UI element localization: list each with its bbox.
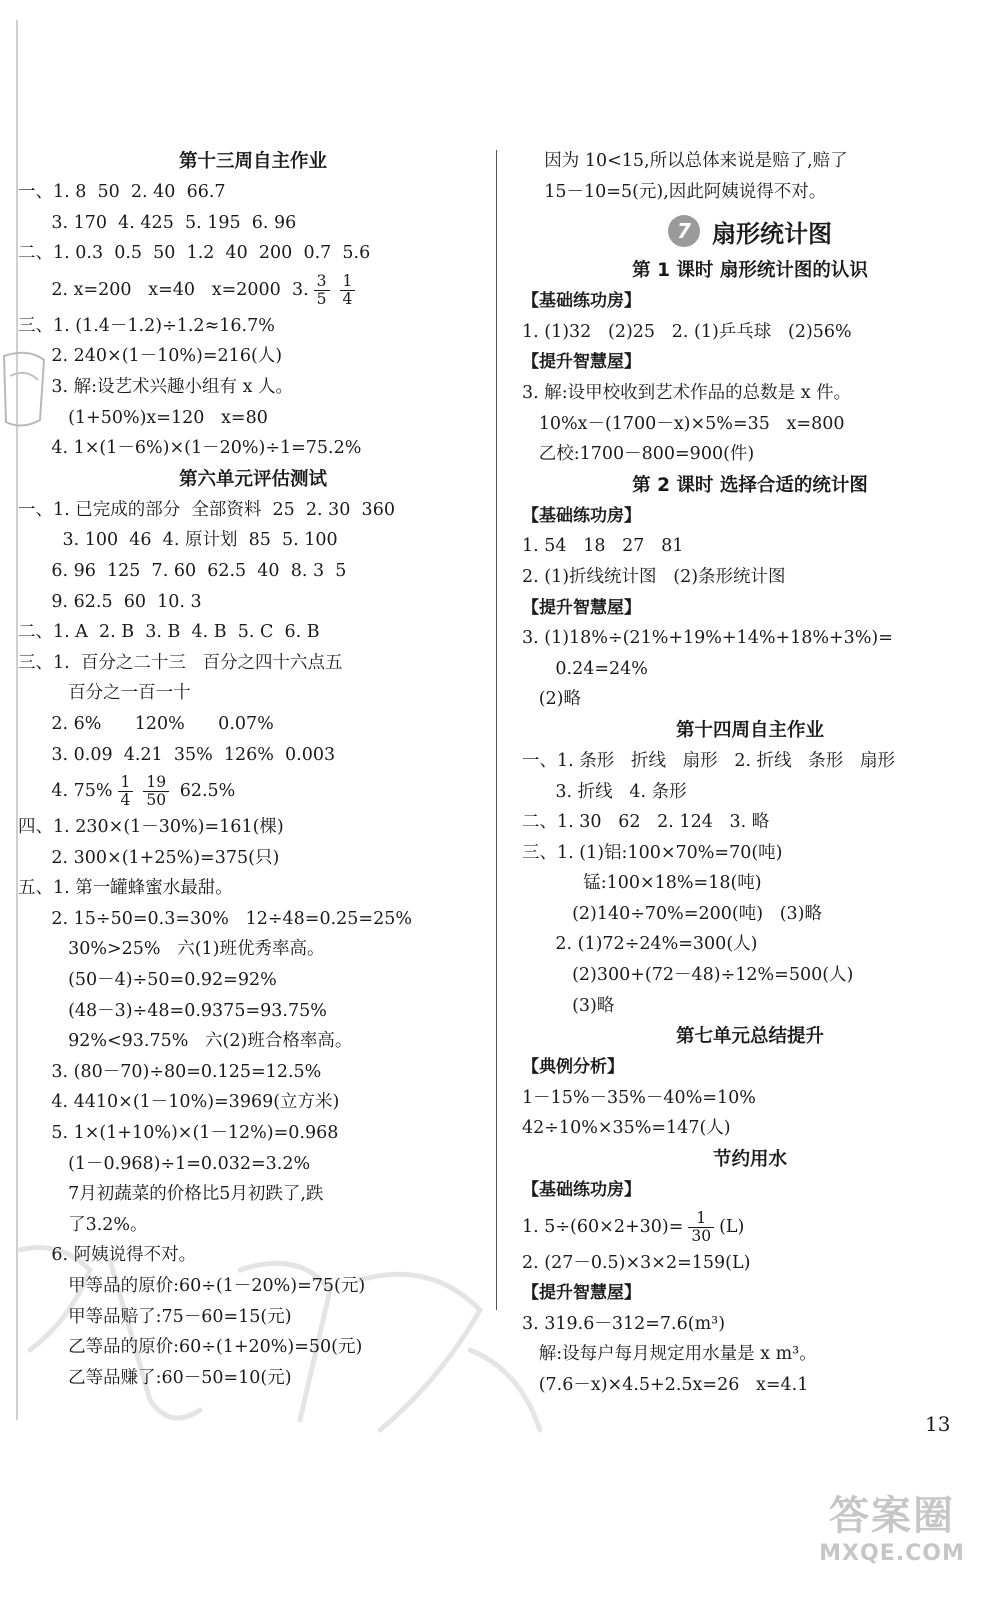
subsection-label: 【提升智慧屋】 — [522, 352, 641, 373]
answer-text: 1. 5÷(60×2+30)= — [522, 1216, 684, 1237]
answer-line: (48－3)÷48=0.9375=93.75% — [18, 1000, 327, 1021]
fraction-numerator: 1 — [340, 273, 356, 291]
answer-line: 3. 折线 4. 条形 — [522, 781, 687, 802]
answer-line: 乙校:1700－800=900(件) — [522, 444, 755, 465]
answer-line: 5. 1×(1+10%)×(1－12%)=0.968 — [18, 1123, 339, 1144]
answer-line: 3. 0.09 4.21 35% 126% 0.003 — [18, 744, 336, 765]
answer-line: 92%<93.75% 六(2)班合格率高。 — [18, 1031, 353, 1052]
answer-text: (L) — [719, 1216, 745, 1237]
answer-line: (50－4)÷50=0.92=92% — [18, 970, 277, 991]
answer-line: (2)140÷70%=200(吨) (3)略 — [522, 903, 823, 924]
answer-line: 甲等品的原价:60÷(1－20%)=75(元) — [18, 1276, 366, 1296]
answer-line: 3. (80－70)÷80=0.125=12.5% — [18, 1061, 322, 1082]
answer-line: 7月初蔬菜的价格比5月初跌了,跌 — [18, 1184, 324, 1205]
answer-line: 一、1. 8 50 2. 40 66.7 — [18, 182, 226, 202]
answer-line: 2. (27－0.5)×3×2=159(L) — [522, 1252, 751, 1273]
watermark — [812, 1484, 972, 1584]
answer-line: 10%x－(1700－x)×5%=35 x=800 — [522, 413, 845, 434]
fraction-denominator: 5 — [316, 289, 327, 308]
answer-line: 2. (1)折线统计图 (2)条形统计图 — [522, 566, 786, 587]
answer-text: 62.5% — [174, 781, 236, 802]
answer-line: 甲等品赔了:75－60=15(元) — [18, 1306, 292, 1327]
unit-number-badge: 7 — [668, 215, 700, 247]
answer-line: 0.24=24% — [522, 658, 648, 679]
answer-line: 乙等品的原价:60÷(1+20%)=50(元) — [18, 1337, 363, 1358]
subsection-label: 【提升智慧屋】 — [522, 597, 641, 618]
unit-title — [522, 207, 978, 255]
watermark-logo: 答案圈 — [829, 1493, 955, 1539]
answer-line: 1－15%－35%－40%=10% — [522, 1087, 756, 1108]
answer-line: 因为 10<15,所以总体来说是赔了,赔了 — [522, 151, 848, 171]
answer-line: 2. 15÷50=0.3=30% 12÷48=0.25=25% — [18, 908, 412, 929]
fraction-numerator: 3 — [314, 273, 330, 291]
answer-line: 五、1. 第一罐蜂蜜水最甜。 — [18, 878, 233, 899]
fraction — [688, 1210, 714, 1245]
unit-title-text: 扇形统计图 — [712, 219, 832, 248]
answer-line: 百分之一百一十 — [18, 683, 191, 704]
answer-line — [18, 770, 488, 812]
answer-line: 二、1. 30 62 2. 124 3. 略 — [522, 812, 770, 833]
fraction-denominator: 50 — [146, 791, 167, 810]
section-heading: 第 1 课时 扇形统计图的认识 — [632, 260, 868, 282]
answer-line: 15－10=5(元),因此阿姨说得不对。 — [522, 181, 827, 202]
answer-line: 42÷10%×35%=147(人) — [522, 1118, 731, 1139]
answer-line — [18, 269, 488, 311]
subsection-label: 【基础练功房】 — [522, 1180, 641, 1201]
watermark-url: MXQE.COM — [819, 1541, 965, 1566]
fraction-denominator: 4 — [342, 289, 353, 308]
subsection-label: 【提升智慧屋】 — [522, 1283, 641, 1304]
answer-line: 3. 解:设艺术兴趣小组有 x 人。 — [18, 376, 294, 397]
answer-line: 3. 319.6－312=7.6(m³) — [522, 1313, 726, 1334]
subsection-label: 【基础练功房】 — [522, 291, 641, 312]
answer-line: 6. 96 125 7. 60 62.5 40 8. 3 5 — [18, 560, 347, 581]
answer-line: (7.6－x)×4.5+2.5x=26 x=4.1 — [522, 1375, 809, 1395]
answer-line: 一、1. 已完成的部分 全部资料 25 2. 30 360 — [18, 499, 395, 520]
answer-text: 2. x=200 x=40 x=2000 3. — [18, 279, 309, 300]
section-heading: 第十三周自主作业 — [178, 151, 327, 172]
answer-line: (2)略 — [522, 689, 581, 710]
answer-line: 2. 6% 120% 0.07% — [18, 713, 274, 734]
answer-line: 三、1. (1.4－1.2)÷1.2≈16.7% — [18, 315, 275, 336]
answer-line: 三、1. 百分之二十三 百分之四十六点五 — [18, 652, 343, 673]
answer-line: 2. 300×(1+25%)=375(只) — [18, 847, 280, 868]
answer-line: 3. 100 46 4. 原计划 85 5. 100 — [18, 530, 338, 551]
answer-line: 9. 62.5 60 10. 3 — [18, 591, 202, 612]
answer-line: (1－0.968)÷1=0.032=3.2% — [18, 1153, 311, 1174]
section-heading: 第 2 课时 选择合适的统计图 — [632, 474, 868, 496]
answer-line: 乙等品赚了:60－50=10(元) — [18, 1367, 292, 1388]
answer-line: 3. 解:设甲校收到艺术作品的总数是 x 件。 — [522, 382, 852, 403]
section-heading: 第六单元评估测试 — [178, 468, 327, 490]
answer-line: 1. (1)32 (2)25 2. (1)乒乓球 (2)56% — [522, 321, 852, 342]
fraction-numerator: 19 — [143, 774, 169, 792]
fraction-numerator: 1 — [118, 774, 134, 792]
answer-line: 四、1. 230×(1－30%)=161(棵) — [18, 817, 284, 838]
answer-text: 4. 75% — [18, 781, 113, 802]
section-heading: 节约用水 — [712, 1149, 787, 1171]
answer-line: 三、1. (1)铝:100×70%=70(吨) — [522, 842, 783, 863]
answer-line: (1+50%)x=120 x=80 — [18, 407, 268, 428]
answer-line: 30%>25% 六(1)班优秀率高。 — [18, 939, 325, 960]
answer-line — [522, 1206, 978, 1248]
subsection-label: 【基础练功房】 — [522, 505, 641, 526]
answer-line: 锰:100×18%=18(吨) — [522, 873, 762, 894]
left-column — [18, 146, 488, 1393]
subsection-label: 【典例分析】 — [522, 1057, 624, 1078]
answer-line: (3)略 — [522, 995, 615, 1016]
fraction-denominator: 4 — [120, 791, 131, 810]
answer-line: 二、1. A 2. B 3. B 4. B 5. C 6. B — [18, 622, 320, 643]
fraction — [314, 273, 330, 308]
column-divider — [496, 150, 497, 1310]
answer-line: 1. 54 18 27 81 — [522, 536, 684, 557]
answer-line: 一、1. 条形 折线 扇形 2. 折线 条形 扇形 — [522, 750, 895, 771]
answer-line: (2)300+(72－48)÷12%=500(人) — [522, 965, 854, 986]
right-column — [522, 146, 978, 1401]
answer-line: 二、1. 0.3 0.5 50 1.2 40 200 0.7 5.6 — [18, 243, 371, 264]
fraction — [118, 774, 134, 809]
answer-line: 6. 阿姨说得不对。 — [18, 1245, 197, 1266]
section-heading: 第十四周自主作业 — [675, 719, 824, 741]
section-heading: 第七单元总结提升 — [675, 1026, 824, 1048]
answer-line: 3. 170 4. 425 5. 195 6. 96 — [18, 212, 297, 233]
answer-line: 2. 240×(1－10%)=216(人) — [18, 346, 283, 367]
fraction — [340, 273, 356, 308]
answer-line: 解:设每户每月规定用水量是 x m³。 — [522, 1344, 817, 1365]
fraction-denominator: 30 — [691, 1226, 712, 1245]
page-number: 13 — [925, 1412, 951, 1436]
answer-line: 4. 4410×(1－10%)=3969(立方米) — [18, 1092, 340, 1113]
answer-line: 4. 1×(1－6%)×(1－20%)÷1=75.2% — [18, 438, 362, 459]
answer-line: 3. (1)18%÷(21%+19%+14%+18%+3%)= — [522, 628, 893, 649]
fraction-numerator: 1 — [688, 1210, 714, 1228]
answer-line: 2. (1)72÷24%=300(人) — [522, 934, 758, 955]
fraction — [143, 774, 169, 809]
answer-line: 了3.2%。 — [18, 1214, 148, 1235]
